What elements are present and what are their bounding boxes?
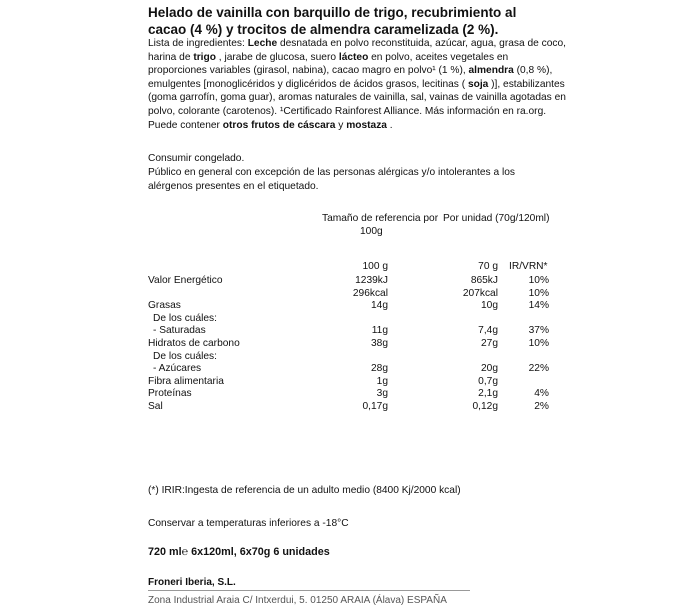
ingredient-text: en polvo, aceites vegetales en proporciones variables (girasol, nabina), cacao magro en polvo¹ (1 %), (148, 51, 509, 77)
value-per-100g: 14g (371, 300, 388, 312)
ingredient-highlight: mostaza (346, 119, 387, 131)
ir-percent: 22% (528, 363, 549, 375)
value-per-unit: 20g (481, 363, 498, 375)
nutrient-label: Proteínas (148, 388, 192, 400)
ingredient-text: )], estabilizantes (goma garrofín, goma guar), aromas naturales de vainilla, sal, vainas de vainilla agotadas en polvo, colorante (carotenos). ¹Certificado Rainforest Alliance. Más información en ra.org. Puede contener (148, 78, 566, 131)
ir-percent: 10% (528, 275, 549, 286)
ir-percent: 2% (534, 401, 549, 412)
divider-line (148, 590, 470, 591)
ir-percent: 14% (528, 300, 549, 312)
value-per-100g: 3g (376, 388, 388, 400)
company-address: Zona Industrial Araia C/ Intxerdui, 5. 01250 ARAIA (Álava) ESPAÑA (148, 595, 447, 606)
ingredient-highlight: almendra (468, 65, 514, 77)
value-per-unit: 865kJ (470, 275, 498, 286)
nutrient-label: Hidratos de carbono (148, 338, 240, 349)
product-title (148, 4, 516, 38)
ingredient-text: . (386, 119, 393, 131)
nutrient-label: Fibra alimentaria (148, 375, 224, 387)
ir-percent: 10% (528, 287, 549, 299)
value-per-100g: 28g (371, 363, 388, 375)
value-per-unit: 207kcal (462, 287, 498, 299)
company-name: Froneri Iberia, S.L. (148, 577, 236, 588)
ingredient-highlight: lácteo (338, 51, 369, 63)
nutrient-label: De los cuáles: (153, 312, 217, 324)
nutrient-label: - Saturadas (153, 325, 206, 337)
value-per-unit: 2,1g (478, 388, 498, 400)
value-per-unit: 27g (481, 338, 498, 349)
net-quantity: 720 ml℮ 6x120ml, 6x70g 6 unidades (148, 546, 330, 558)
value-per-unit: 10g (481, 300, 498, 312)
ingredients-list (148, 37, 568, 132)
ingredient-text: (0,8 %), emulgentes [monoglicéridos y diglicéridos de ácidos grasos, lecitinas ( (148, 65, 553, 90)
col-header-ir: IR/VRN* (509, 261, 548, 272)
value-per-100g: 0,17g (362, 401, 388, 412)
ref-header-line-2: 100g (360, 226, 383, 237)
ingredient-text: , jarabe de glucosa, suero (215, 51, 339, 63)
audience-line-2: alérgenos presentes en el etiquetado. (148, 181, 319, 192)
conservation-instruction: Conservar a temperaturas inferiores a -18°C (148, 518, 349, 529)
ref-header-line-1: Tamaño de referencia por (322, 213, 439, 224)
ir-percent: 4% (534, 388, 549, 400)
nutrient-label: Sal (148, 401, 163, 412)
nutrient-label: Valor Energético (148, 275, 223, 286)
ingredient-text: Lista de ingredientes: (148, 38, 248, 49)
unit-header: Por unidad (70g/120ml) (443, 213, 550, 224)
col-header-70g: 70 g (478, 261, 498, 272)
audience-line-1: Público en general con excepción de las personas alérgicas y/o intolerantes a los (148, 167, 515, 178)
value-per-unit: 7,4g (478, 325, 498, 337)
ir-percent: 10% (528, 338, 549, 349)
value-per-100g: 1239kJ (355, 275, 388, 286)
product-title-line-2: cacao (4 %) y trocitos de almendra caramelizada (2 %). (148, 22, 499, 37)
storage-instruction: Consumir congelado. (148, 153, 245, 164)
ir-percent: 37% (528, 325, 549, 337)
ingredient-highlight: Leche (247, 38, 278, 49)
value-per-100g: 1g (376, 375, 388, 387)
nutrient-label: Grasas (148, 300, 181, 312)
nutrient-label: - Azúcares (153, 363, 202, 375)
value-per-unit: 0,7g (478, 375, 498, 387)
ingredient-text: y (335, 119, 347, 131)
value-per-100g: 296kcal (352, 287, 388, 299)
ingredient-highlight: trigo (193, 51, 216, 63)
ingredient-text: desnatada en polvo reconstituida, azúcar, agua, grasa de coco, harina de (148, 38, 566, 63)
col-header-100g: 100 g (362, 261, 388, 272)
value-per-unit: 0,12g (472, 401, 498, 412)
ingredient-highlight: soja (467, 78, 489, 90)
ingredient-highlight: otros frutos de cáscara (222, 119, 336, 131)
nutrient-label: De los cuáles: (153, 350, 217, 362)
ir-footnote: (*) IRIR:Ingesta de referencia de un adulto medio (8400 Kj/2000 kcal) (148, 485, 461, 496)
value-per-100g: 11g (371, 325, 388, 337)
value-per-100g: 38g (371, 338, 388, 349)
product-title-line-1: Helado de vainilla con barquillo de trigo, recubrimiento al (148, 5, 517, 20)
